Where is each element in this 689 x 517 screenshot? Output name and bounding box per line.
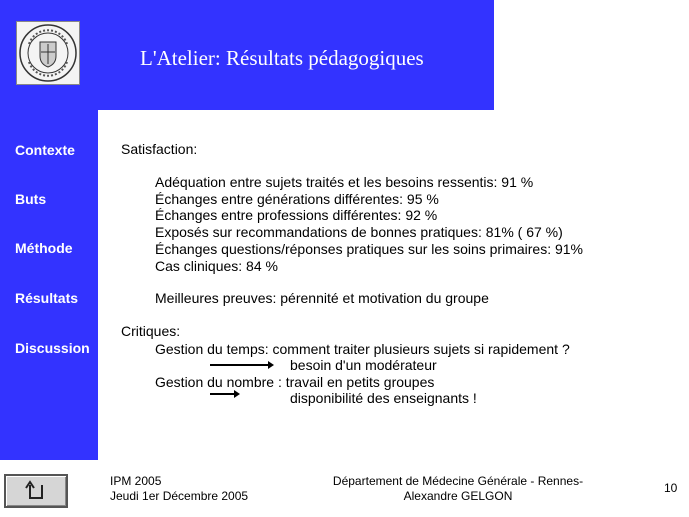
return-arrow-icon — [6, 476, 66, 506]
home-button[interactable] — [4, 474, 68, 508]
critique-line: Gestion du temps: comment traiter plusieurs sujets si rapidement ? — [155, 341, 570, 357]
critique-consequence: disponibilité des enseignants ! — [290, 390, 477, 406]
footer-department: Département de Médecine Générale - Rennes- — [332, 474, 584, 488]
critiques-heading: Critiques: — [121, 323, 181, 339]
best-evidence-line: Meilleures preuves: pérennité et motivation du groupe — [155, 290, 489, 306]
critique-line: Gestion du nombre : travail en petits groupes — [155, 374, 435, 390]
satisfaction-heading: Satisfaction: — [121, 141, 198, 157]
critique-consequence: besoin d'un modérateur — [290, 357, 437, 373]
footer-event: IPM 2005 — [110, 474, 162, 488]
sidebar-item-methode[interactable]: Méthode — [15, 240, 73, 256]
satisfaction-item: Exposés sur recommandations de bonnes pratiques: 81% ( 67 %) — [155, 224, 563, 240]
slide-title: L'Atelier: Résultats pédagogiques — [140, 46, 424, 70]
satisfaction-item: Cas cliniques: 84 % — [155, 258, 278, 274]
footer-author: Alexandre GELGON — [403, 489, 513, 503]
sidebar-item-resultats[interactable]: Résultats — [15, 290, 79, 306]
page-number: 10 — [664, 481, 678, 495]
sidebar-item-buts[interactable]: Buts — [15, 191, 47, 207]
footer-date: Jeudi 1er Décembre 2005 — [110, 489, 249, 503]
satisfaction-item: Échanges questions/réponses pratiques sur les soins primaires: 91% — [155, 241, 584, 257]
right-arrow-icon — [210, 364, 272, 366]
faculty-logo — [16, 21, 80, 85]
satisfaction-item: Échanges entre professions différentes: 92 % — [155, 207, 438, 223]
sidebar-item-contexte[interactable]: Contexte — [15, 142, 75, 158]
right-arrow-icon — [210, 393, 238, 395]
satisfaction-item: Adéquation entre sujets traités et les besoins ressentis: 91 % — [155, 174, 534, 190]
faculty-seal-icon — [17, 22, 79, 84]
sidebar-item-discussion[interactable]: Discussion — [15, 340, 90, 356]
satisfaction-item: Échanges entre générations différentes: 95 % — [155, 191, 439, 207]
